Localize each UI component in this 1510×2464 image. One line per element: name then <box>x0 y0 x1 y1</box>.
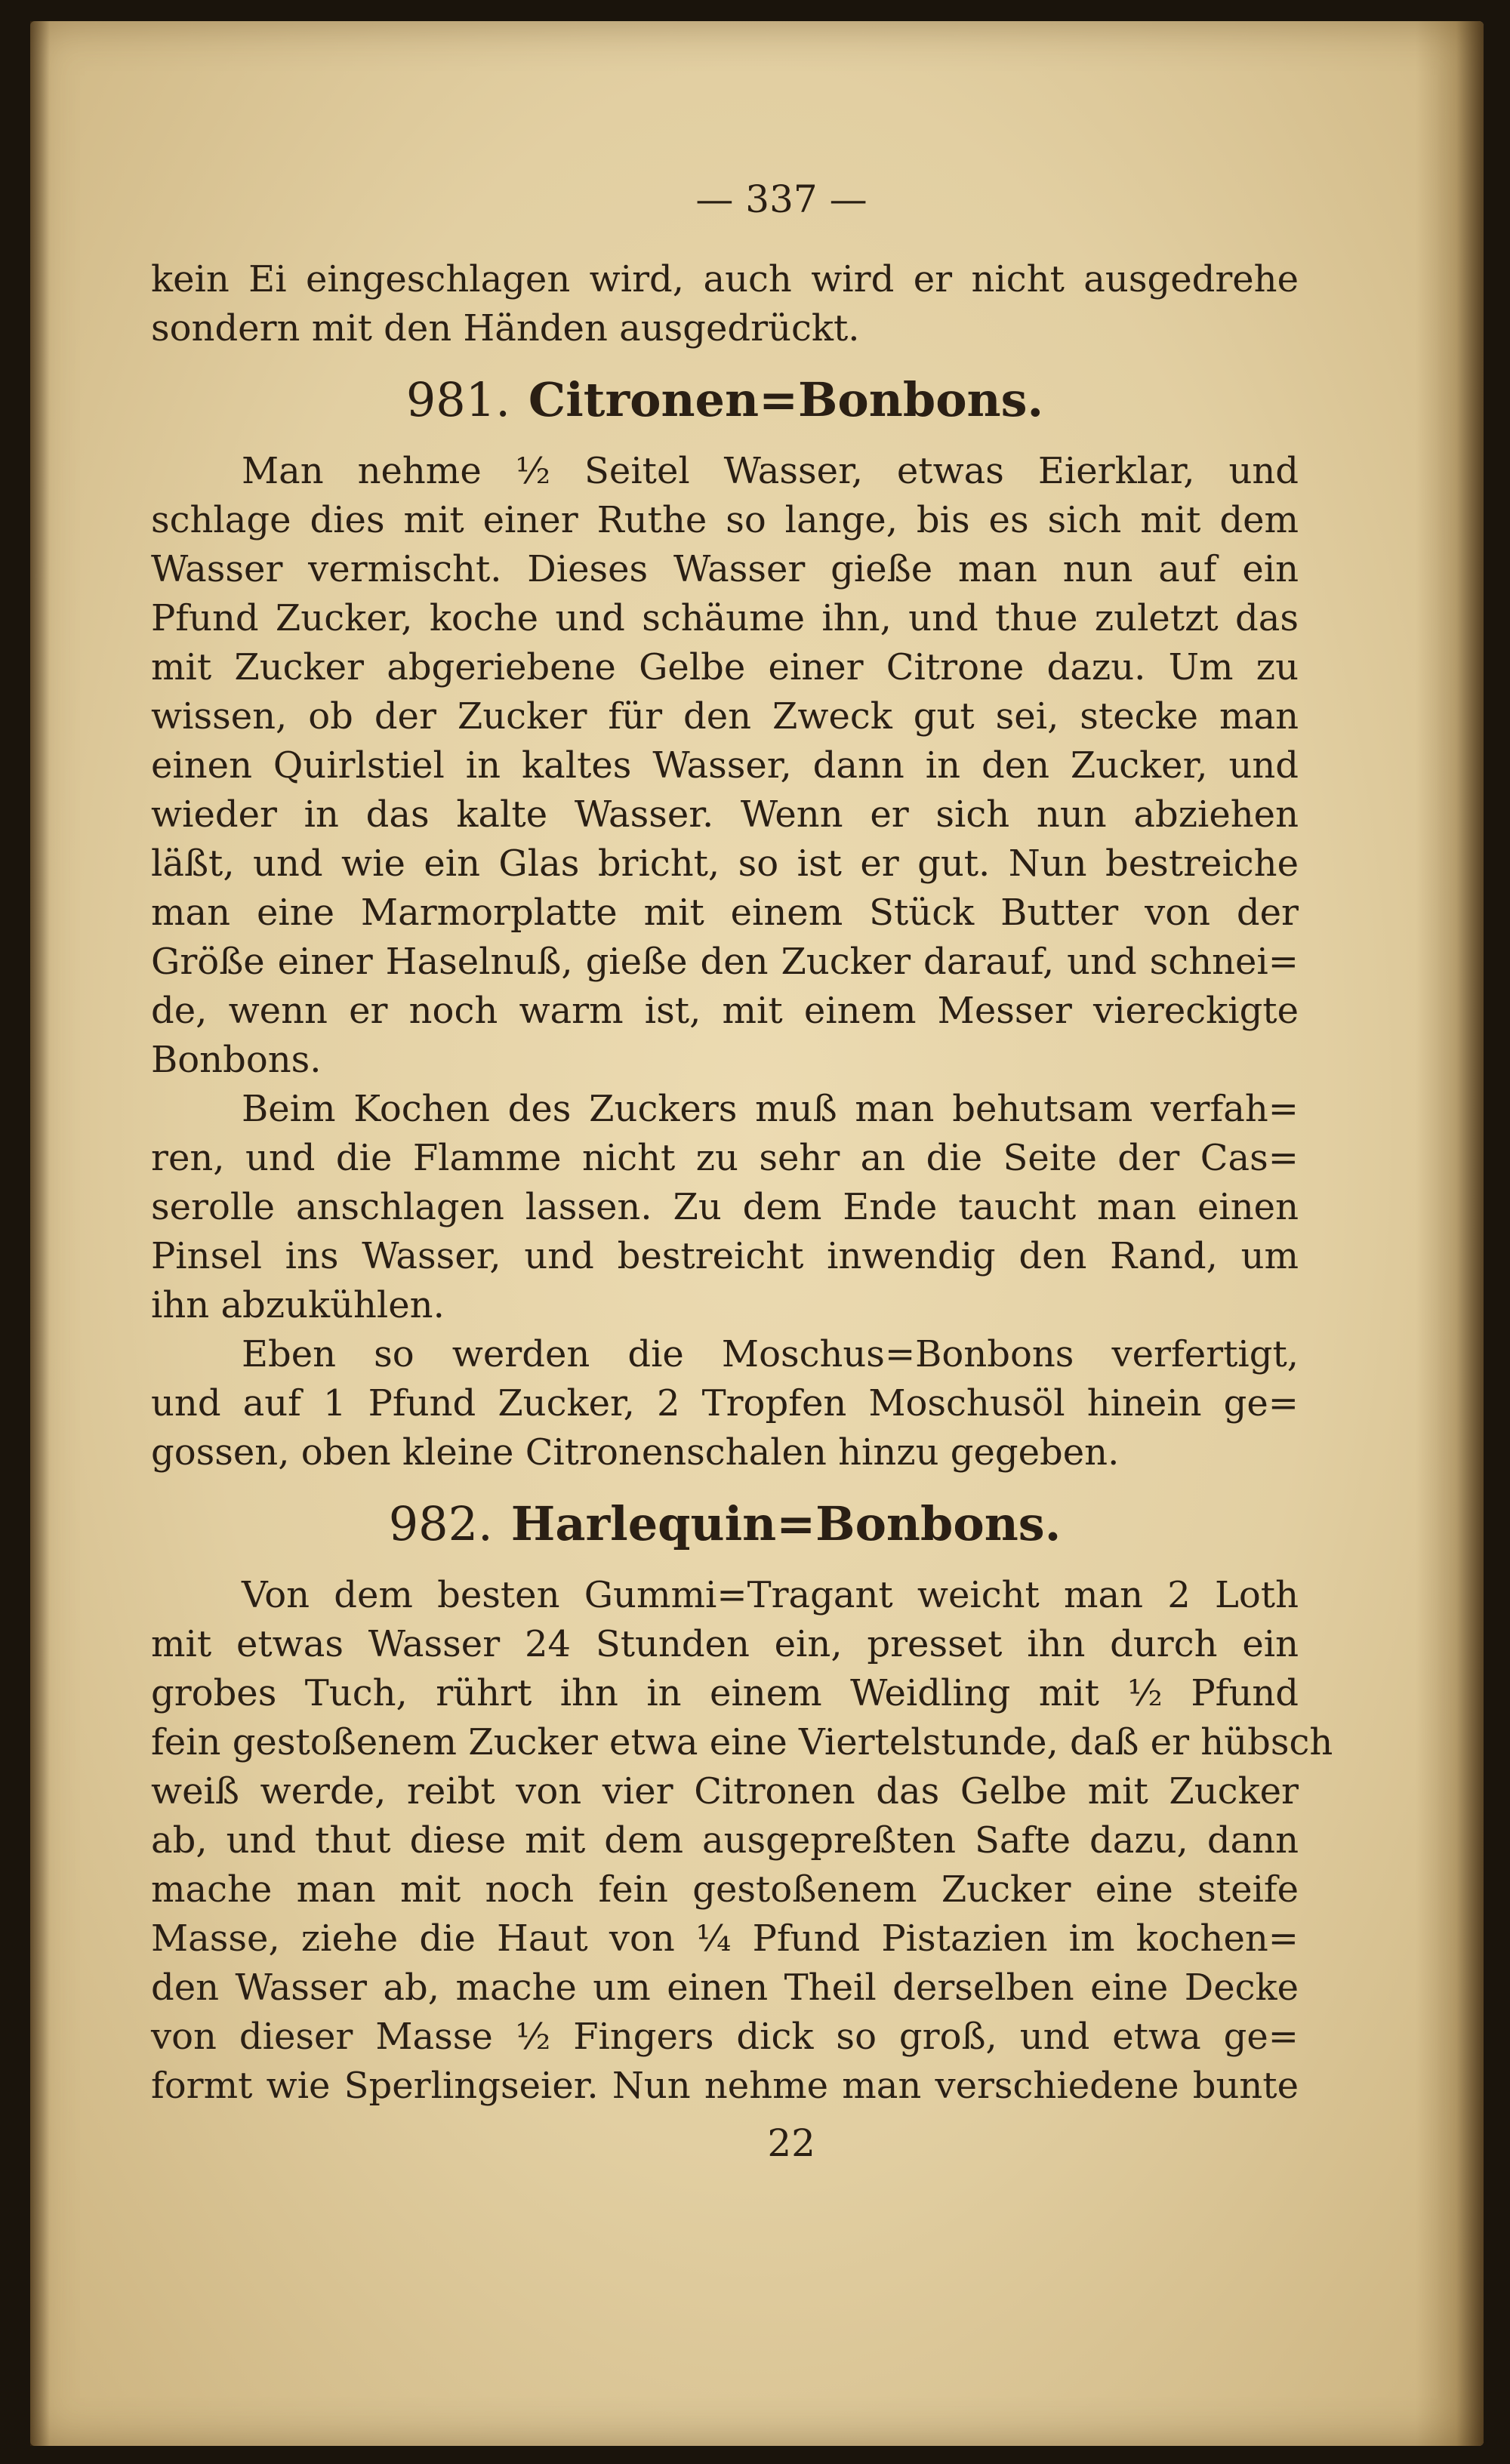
signature-mark: 22 <box>767 2121 815 2165</box>
text-line: den Wasser ab, mache um einen Theil derselben eine Decke <box>151 1967 1299 2009</box>
text-line: man eine Marmorplatte mit einem Stück Butter von der <box>151 892 1299 934</box>
recipe-heading-982 <box>151 1488 1299 1560</box>
recipe-981-paragraph-3 <box>151 1330 1299 1477</box>
recipe-number: 982. <box>388 1496 493 1551</box>
text-line: Pfund Zucker, koche und schäume ihn, und thue zuletzt das <box>151 597 1299 639</box>
text-line: Beim Kochen des Zuckers muß man behutsam verfah= <box>242 1088 1299 1130</box>
text-line: Größe einer Haselnuß, gieße den Zucker darauf, und schnei= <box>151 941 1299 983</box>
text-line: wissen, ob der Zucker für den Zweck gut sei, stecke man <box>151 695 1299 738</box>
text-line: von dieser Masse ½ Fingers dick so groß, und etwa ge= <box>151 2016 1299 2058</box>
recipe-heading-981 <box>151 364 1299 436</box>
text-line: Pinsel ins Wasser, und bestreicht inwendig den Rand, um <box>151 1235 1299 1277</box>
continuation-paragraph <box>151 255 1299 353</box>
page-left-edge <box>30 21 50 2446</box>
text-line: formt wie Sperlingseier. Nun nehme man verschiedene bunte <box>151 2065 1299 2107</box>
text-line: serolle anschlagen lassen. Zu dem Ende taucht man einen <box>151 1186 1299 1228</box>
text-line: weiß werde, reibt von vier Citronen das Gelbe mit Zucker <box>151 1770 1299 1813</box>
text-line: Man nehme ½ Seitel Wasser, etwas Eierklar, und <box>242 450 1299 492</box>
text-line: gossen, oben kleine Citronenschalen hinzu gegeben. <box>151 1431 1120 1474</box>
text-line: mit Zucker abgeriebene Gelbe einer Citrone dazu. Um zu <box>151 646 1299 688</box>
recipe-title: Citronen=Bonbons. <box>528 372 1044 427</box>
text-line: ren, und die Flamme nicht zu sehr an die Seite der Cas= <box>151 1137 1299 1179</box>
text-line: und auf 1 Pfund Zucker, 2 Tropfen Moschusöl hinein ge= <box>151 1382 1299 1424</box>
text-block <box>151 172 1333 2170</box>
recipe-number: 981. <box>405 372 510 427</box>
text-line: schlage dies mit einer Ruthe so lange, bis es sich mit dem <box>151 499 1299 541</box>
text-line: ihn abzukühlen. <box>151 1284 445 1326</box>
recipe-981-paragraph-1 <box>151 447 1299 1085</box>
text-line: mit etwas Wasser 24 Stunden ein, presset ihn durch ein <box>151 1623 1299 1665</box>
text-line: wieder in das kalte Wasser. Wenn er sich nun abziehen <box>151 793 1299 836</box>
text-line: Wasser vermischt. Dieses Wasser gieße man nun auf ein <box>151 548 1299 590</box>
text-line: mache man mit noch fein gestoßenem Zucker eine steife <box>151 1868 1299 1911</box>
page-gutter-shadow <box>1416 21 1484 2446</box>
recipe-982-paragraph-1 <box>151 1571 1333 2111</box>
text-line: grobes Tuch, rührt ihn in einem Weidling mit ½ Pfund <box>151 1672 1299 1714</box>
text-line: de, wenn er noch warm ist, mit einem Messer viereckigte <box>151 990 1299 1032</box>
text-line: läßt, und wie ein Glas bricht, so ist er gut. Nun bestreiche <box>151 842 1299 885</box>
page-number: — 337 — <box>695 177 867 221</box>
recipe-title: Harlequin=Bonbons. <box>510 1496 1062 1551</box>
text-line: Bonbons. <box>151 1039 322 1081</box>
text-line: kein Ei eingeschlagen wird, auch wird er nicht ausgedrehe <box>151 258 1299 300</box>
book-page <box>30 21 1484 2446</box>
text-line: Von dem besten Gummi=Tragant weicht man 2 Loth <box>242 1574 1299 1616</box>
recipe-981-paragraph-2 <box>151 1085 1299 1330</box>
text-line: Eben so werden die Moschus=Bonbons verfertigt, <box>242 1333 1299 1375</box>
text-line: fein gestoßenem Zucker etwa eine Viertelstunde, daß er hübsch <box>151 1721 1333 1763</box>
text-line: ab, und thut diese mit dem ausgepreßten Safte dazu, dann <box>151 1819 1299 1862</box>
text-line: Masse, ziehe die Haut von ¼ Pfund Pistazien im kochen= <box>151 1917 1299 1960</box>
text-line: sondern mit den Händen ausgedrückt. <box>151 307 860 350</box>
text-line: einen Quirlstiel in kaltes Wasser, dann in den Zucker, und <box>151 744 1299 787</box>
